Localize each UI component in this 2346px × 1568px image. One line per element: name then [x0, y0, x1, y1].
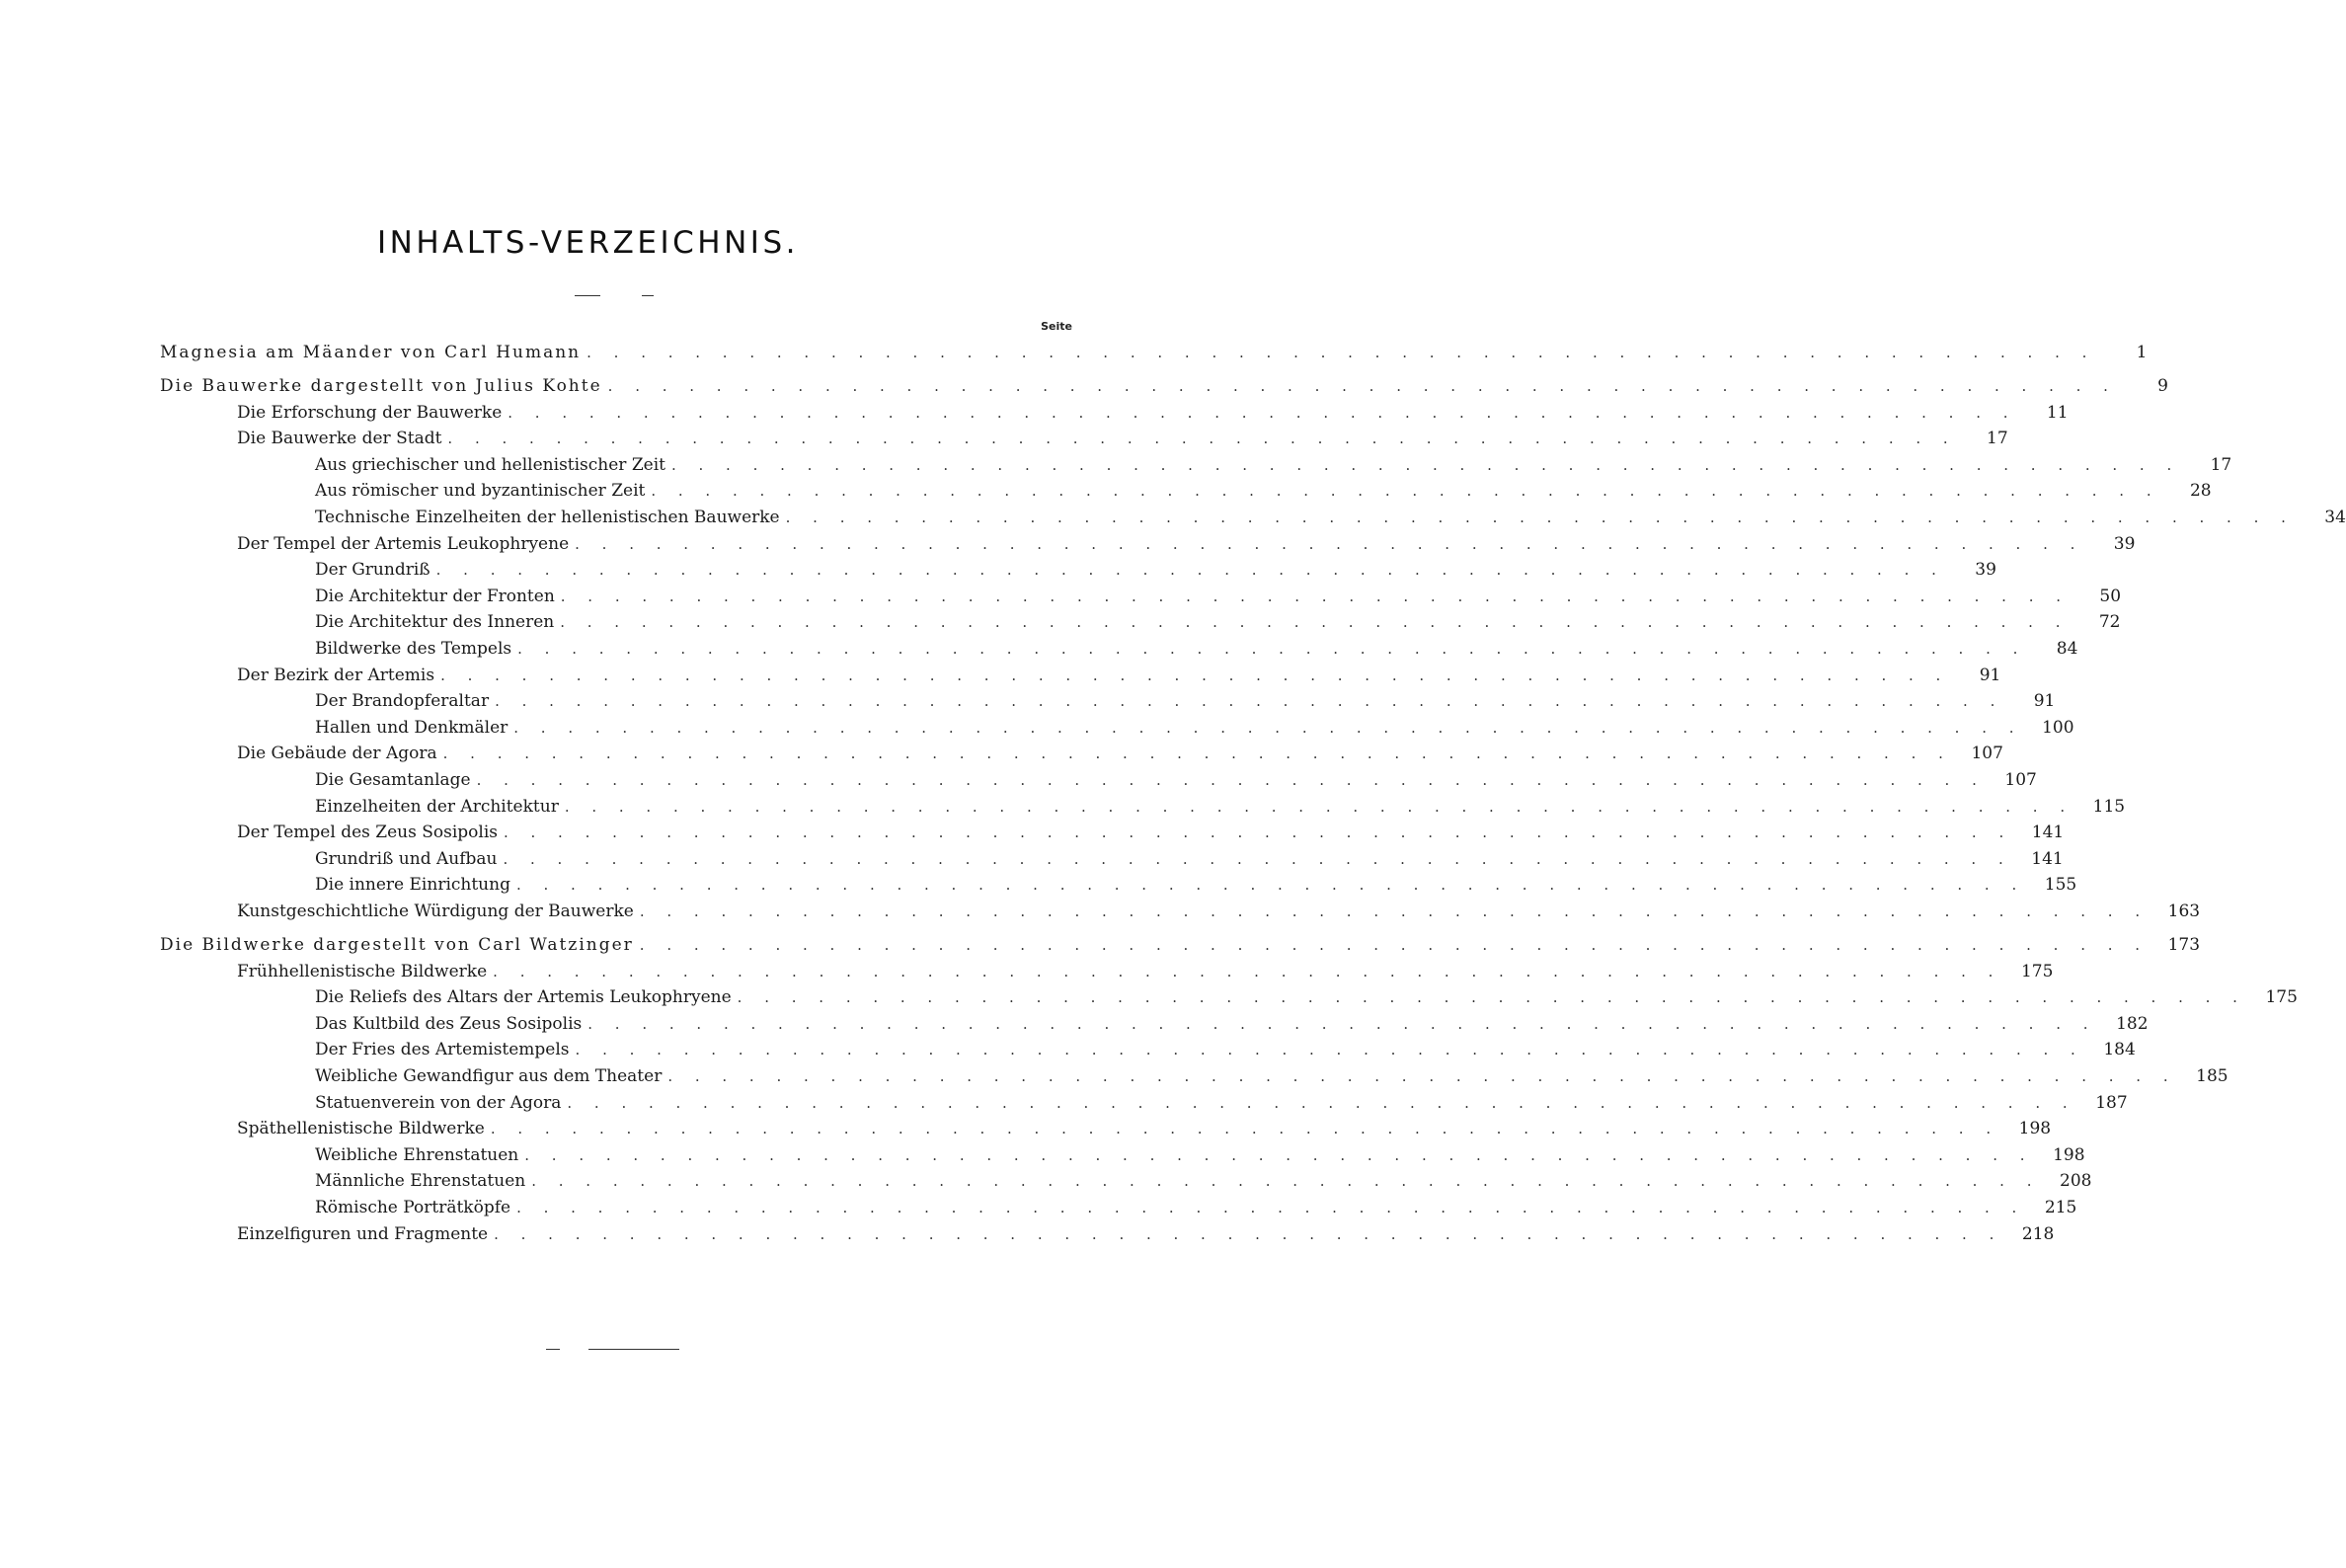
toc-entry-title: Die Gebäude der Agora	[237, 744, 437, 764]
toc-entry	[237, 664, 2001, 687]
toc-dot-leader: . . . . . . . . . . . . . . . . . . . . . . . . . . . . . . . . . . . . . . . . . . . . . . . . . . . . . . . .	[490, 1120, 2000, 1138]
toc-entry-title: Der Bezirk der Artemis	[237, 665, 435, 685]
toc-entry	[315, 1038, 2136, 1061]
toc-entry-page: 185	[2196, 1066, 2229, 1086]
toc-dot-leader: . . . . . . . . . . . . . . . . . . . . . . . . . . . . . . . . . . . . . . . . . . . . . . . . . . . . . . . .	[517, 640, 2027, 658]
toc-dot-leader: . . . . . . . . . . . . . . . . . . . . . . . . . . . . . . . . . . . . . . . . . . . . . . . . . . . . . . . .	[567, 1093, 2076, 1112]
toc-dot-leader: . . . . . . . . . . . . . . . . . . . . . . . . . . . . . . . . . . . . . . . . . . . . . . . . . . . . . . . .	[607, 377, 2117, 395]
toc-entry-page: 208	[2060, 1171, 2092, 1192]
toc-entry-page: 187	[2095, 1092, 2128, 1113]
toc-entry-title: Kunstgeschichtliche Würdigung der Bauwerke	[237, 902, 634, 921]
toc-entry	[315, 610, 2121, 634]
toc-entry-page: 9	[2157, 376, 2168, 396]
toc-entry-page: 1	[2136, 343, 2148, 362]
toc-entry	[237, 900, 2201, 923]
bottom-rule-short	[546, 1349, 560, 1350]
toc-entry-page: 175	[2020, 961, 2054, 981]
title-rule-long	[575, 295, 600, 296]
toc-dot-leader: . . . . . . . . . . . . . . . . . . . . . . . . . . . . . . . . . . . . . . . . . . . . . . . . . . . . . . . .	[515, 876, 2026, 895]
toc-entry-title: Das Kultbild des Zeus Sosipolis	[315, 1013, 583, 1034]
toc-entry-title: Der Grundriß	[315, 560, 430, 581]
toc-dot-leader: . . . . . . . . . . . . . . . . . . . . . . . . . . . . . . . . . . . . . . . . . . . . . . . . . . . . . . . .	[524, 1145, 2034, 1164]
toc-entry	[315, 873, 2077, 897]
toc-entry-title: Einzelfiguren und Fragmente	[237, 1223, 489, 1244]
toc-entry	[315, 1169, 2092, 1193]
toc-entry	[315, 847, 2064, 871]
toc-entry	[237, 1117, 2052, 1140]
toc-entry-title: Hallen und Denkmäler	[315, 717, 508, 738]
toc-entry	[237, 427, 2008, 450]
toc-dot-leader: . . . . . . . . . . . . . . . . . . . . . . . . . . . . . . . . . . . . . . . . . . . . . . . . . . . . . . . .	[564, 797, 2074, 816]
toc-dot-leader: . . . . . . . . . . . . . . . . . . . . . . . . . . . . . . . . . . . . . . . . . . . . . . . . . . . . . . . .	[476, 771, 1986, 789]
toc-entry-title: Die Erforschung der Bauwerke	[237, 402, 503, 423]
toc-entry	[315, 453, 2232, 477]
toc-dot-leader: . . . . . . . . . . . . . . . . . . . . . . . . . . . . . . . . . . . . . . . . . . . . . . . . . . . . . . . .	[503, 849, 2012, 868]
toc-entry-page: 17	[2210, 454, 2232, 475]
toc-entry-title: Technische Einzelheiten der hellenistischen Bauwerke	[315, 508, 780, 527]
toc-entry-title: Die Architektur des Inneren	[315, 612, 555, 633]
toc-dot-leader: . . . . . . . . . . . . . . . . . . . . . . . . . . . . . . . . . . . . . . . . . . . . . . . . . . . . . . . .	[575, 534, 2084, 553]
toc-entry-title: Der Brandopferaltar	[315, 691, 490, 712]
toc-dot-leader: . . . . . . . . . . . . . . . . . . . . . . . . . . . . . . . . . . . . . . . . . . . . . . . . . . . . . . . .	[639, 902, 2150, 920]
toc-entry-title: Die Bauwerke dargestellt von Julius Kohte	[160, 376, 602, 396]
toc-dot-leader: . . . . . . . . . . . . . . . . . . . . . . . . . . . . . . . . . . . . . . . . . . . . . . . . . . . . . . . .	[531, 1172, 2041, 1191]
toc-entry-page: 107	[2004, 770, 2037, 790]
toc-entry-title: Die innere Einrichtung	[315, 875, 510, 896]
toc-entry	[315, 585, 2122, 608]
toc-entry-page: 115	[2092, 796, 2126, 817]
toc-entry-page: 100	[2042, 717, 2074, 738]
toc-entry-title: Die Architektur der Fronten	[315, 586, 555, 606]
toc-entry	[315, 1091, 2128, 1115]
toc-dot-leader: . . . . . . . . . . . . . . . . . . . . . . . . . . . . . . . . . . . . . . . . . . . . . . . . . . . . . . . .	[493, 962, 2002, 980]
toc-dot-leader: . . . . . . . . . . . . . . . . . . . . . . . . . . . . . . . . . . . . . . . . . . . . . . . . . . . . . . . .	[503, 823, 2013, 842]
toc-entry	[315, 1196, 2077, 1219]
toc-entry	[237, 742, 2003, 765]
toc-entry-title: Einzelheiten der Architektur	[315, 796, 559, 817]
toc-entry	[237, 532, 2136, 556]
page-column-label: Seite	[1041, 320, 1072, 333]
toc-entry-page: 175	[2265, 987, 2298, 1008]
toc-entry	[315, 1064, 2229, 1088]
toc-entry-title: Bildwerke des Tempels	[315, 639, 512, 659]
toc-entry-title: Die Bauwerke der Stadt	[237, 429, 442, 449]
toc-dot-leader: . . . . . . . . . . . . . . . . . . . . . . . . . . . . . . . . . . . . . . . . . . . . . . . . . . . . . . . .	[587, 1014, 2097, 1033]
toc-dot-leader: . . . . . . . . . . . . . . . . . . . . . . . . . . . . . . . . . . . . . . . . . . . . . . . . . . . . . . . .	[651, 482, 2160, 501]
toc-entry-page: 141	[2031, 848, 2064, 869]
toc-dot-leader: . . . . . . . . . . . . . . . . . . . . . . . . . . . . . . . . . . . . . . . . . . . . . . . . . . . . . . . .	[737, 988, 2246, 1007]
toc-dot-leader: . . . . . . . . . . . . . . . . . . . . . . . . . . . . . . . . . . . . . . . . . . . . . . . . . . . . . . . .	[560, 613, 2070, 632]
toc-entry	[160, 341, 2148, 364]
toc-entry	[315, 1012, 2149, 1036]
toc-entry-title: Die Reliefs des Altars der Artemis Leukophryene	[315, 987, 732, 1008]
toc-dot-leader: . . . . . . . . . . . . . . . . . . . . . . . . . . . . . . . . . . . . . . . . . . . . . . . . . . . . . . . .	[575, 1041, 2084, 1059]
toc-entry	[237, 1222, 2055, 1246]
toc-entry-page: 34	[2324, 508, 2346, 527]
toc-dot-leader: . . . . . . . . . . . . . . . . . . . . . . . . . . . . . . . . . . . . . . . . . . . . . . . . . . . . . . . .	[513, 718, 2023, 737]
toc-entry	[237, 401, 2069, 425]
toc-dot-leader: . . . . . . . . . . . . . . . . . . . . . . . . . . . . . . . . . . . . . . . . . . . . . . . . . . . . . . . .	[516, 1199, 2026, 1216]
toc-entry-page: 182	[2116, 1013, 2149, 1034]
toc-entry-page: 173	[2167, 935, 2201, 955]
toc-entry	[160, 374, 2168, 398]
toc-entry-page: 50	[2099, 586, 2122, 606]
toc-entry-page: 72	[2098, 612, 2121, 633]
toc-entry	[315, 795, 2126, 819]
toc-dot-leader: . . . . . . . . . . . . . . . . . . . . . . . . . . . . . . . . . . . . . . . . . . . . . . . . . . . . . . . .	[435, 561, 1945, 580]
toc-entry-page: 28	[2189, 481, 2212, 502]
toc-entry-page: 91	[1979, 665, 2001, 685]
toc-entry-title: Magnesia am Mäander von Carl Humann	[160, 343, 582, 362]
toc-entry-page: 17	[1987, 429, 2008, 449]
toc-entry-page: 107	[1971, 744, 2003, 764]
toc-entry	[315, 716, 2074, 740]
toc-dot-leader: . . . . . . . . . . . . . . . . . . . . . . . . . . . . . . . . . . . . . . . . . . . . . . . . . . . . . . . .	[670, 455, 2181, 474]
toc-entry-title: Grundriß und Aufbau	[315, 848, 498, 869]
toc-dot-leader: . . . . . . . . . . . . . . . . . . . . . . . . . . . . . . . . . . . . . . . . . . . . . . . . . . . . . . . .	[667, 1067, 2177, 1085]
toc-entry-page: 11	[2046, 402, 2069, 423]
toc-entry-page: 184	[2103, 1040, 2136, 1060]
toc-dot-leader: . . . . . . . . . . . . . . . . . . . . . . . . . . . . . . . . . . . . . . . . . . . . . . . . . . . . . . . .	[440, 666, 1950, 684]
toc-dot-leader: . . . . . . . . . . . . . . . . . . . . . . . . . . . . . . . . . . . . . . . . . . . . . . . . . . . . . . . .	[508, 403, 2017, 422]
toc-entry-title: Männliche Ehrenstatuen	[315, 1171, 526, 1192]
bottom-rule-long	[588, 1349, 679, 1350]
toc-dot-leader: . . . . . . . . . . . . . . . . . . . . . . . . . . . . . . . . . . . . . . . . . . . . . . . . . . . . . . . .	[495, 692, 2004, 711]
toc-entry-page: 39	[2113, 533, 2136, 554]
title-rule-short	[642, 295, 654, 296]
toc-entry	[315, 985, 2298, 1009]
toc-entry-title: Statuenverein von der Agora	[315, 1092, 562, 1113]
toc-entry-page: 84	[2056, 639, 2078, 659]
toc-entry-title: Der Tempel der Artemis Leukophryene	[237, 533, 570, 554]
toc-entry	[315, 479, 2212, 503]
toc-dot-leader: . . . . . . . . . . . . . . . . . . . . . . . . . . . . . . . . . . . . . . . . . . . . . . . . . . . . . . . .	[494, 1224, 2003, 1243]
toc-entry-page: 91	[2033, 691, 2056, 712]
toc-entry-title: Weibliche Ehrenstatuen	[315, 1144, 519, 1165]
toc-entry	[237, 960, 2054, 983]
toc-entry-title: Aus römischer und byzantinischer Zeit	[315, 481, 646, 502]
toc-dot-leader: . . . . . . . . . . . . . . . . . . . . . . . . . . . . . . . . . . . . . . . . . . . . . . . . . . . . . . . .	[442, 745, 1952, 763]
toc-entry-title: Frühhellenistische Bildwerke	[237, 961, 488, 981]
toc-entry-page: 163	[2167, 902, 2201, 921]
toc-entry	[315, 1143, 2085, 1167]
toc-entry	[315, 506, 2346, 529]
toc-entry	[315, 768, 2037, 792]
toc-dot-leader: . . . . . . . . . . . . . . . . . . . . . . . . . . . . . . . . . . . . . . . . . . . . . . . . . . . . . . . .	[447, 430, 1957, 448]
toc-entry-title: Der Fries des Artemistempels	[315, 1040, 570, 1060]
toc-entry-page: 198	[2018, 1119, 2052, 1139]
toc-entry-title: Die Bildwerke dargestellt von Carl Watzinger	[160, 935, 634, 955]
toc-entry	[315, 637, 2078, 661]
toc-dot-leader: . . . . . . . . . . . . . . . . . . . . . . . . . . . . . . . . . . . . . . . . . . . . . . . . . . . . . . . .	[785, 509, 2295, 526]
toc-entry	[160, 933, 2201, 957]
toc-entry-page: 215	[2044, 1198, 2077, 1217]
toc-entry-title: Der Tempel des Zeus Sosipolis	[237, 823, 498, 843]
toc-dot-leader: . . . . . . . . . . . . . . . . . . . . . . . . . . . . . . . . . . . . . . . . . . . . . . . . . . . . . . . .	[560, 587, 2071, 605]
toc-entry-page: 198	[2053, 1144, 2085, 1165]
toc-entry	[315, 558, 1996, 582]
toc-entry-title: Römische Porträtköpfe	[315, 1198, 511, 1217]
toc-entry-page: 39	[1975, 560, 1996, 581]
toc-dot-leader: . . . . . . . . . . . . . . . . . . . . . . . . . . . . . . . . . . . . . . . . . . . . . . . . . . . . . . . .	[586, 344, 2096, 361]
toc-entry-title: Die Gesamtanlage	[315, 770, 471, 790]
toc-entry	[315, 689, 2056, 713]
toc-entry-page: 155	[2044, 875, 2077, 896]
page-title: INHALTS-VERZEICHNIS.	[377, 225, 799, 261]
toc-entry-page: 141	[2031, 823, 2065, 843]
toc-entry-title: Späthellenistische Bildwerke	[237, 1119, 485, 1139]
toc-entry-page: 218	[2021, 1223, 2055, 1244]
toc-entry-title: Weibliche Gewandfigur aus dem Theater	[315, 1066, 663, 1086]
toc-dot-leader: . . . . . . . . . . . . . . . . . . . . . . . . . . . . . . . . . . . . . . . . . . . . . . . . . . . . . . . .	[639, 936, 2150, 954]
toc-entry-title: Aus griechischer und hellenistischer Zeit	[315, 454, 665, 475]
toc-entry	[237, 821, 2065, 844]
